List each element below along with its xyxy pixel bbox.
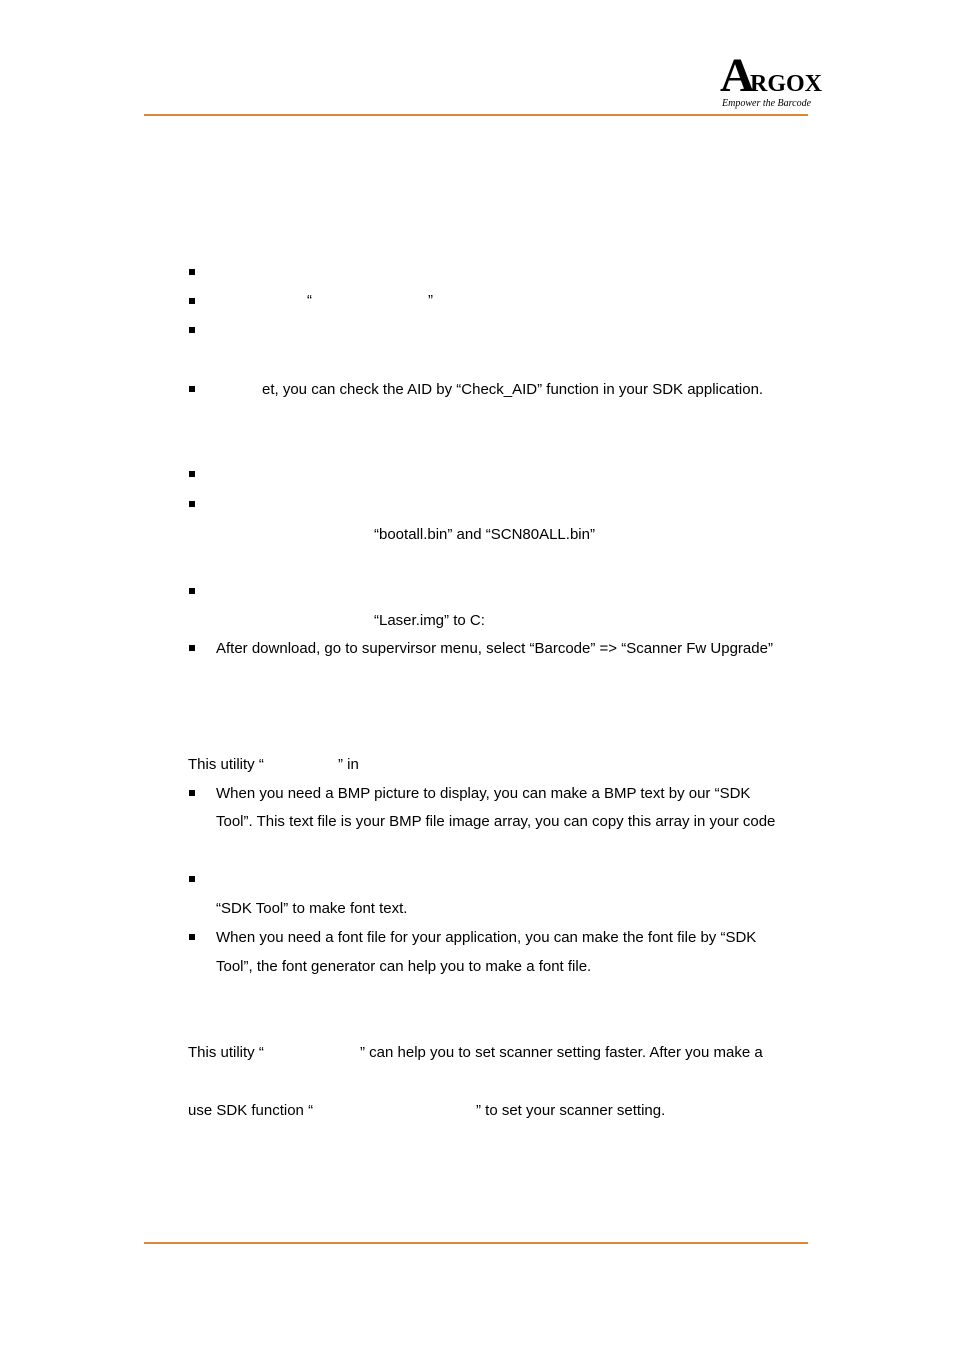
bullet (189, 645, 195, 651)
bmp-text-line-1: When you need a BMP picture to display, you can make a BMP text by our “SDK (216, 785, 751, 802)
logo-tagline: Empower the Barcode (722, 98, 812, 109)
aid-check-line: et, you can check the AID by “Check_AID” function in your SDK application. (262, 381, 764, 398)
sdk-function-start: use SDK function “ (188, 1102, 314, 1119)
argox-logo (720, 49, 830, 112)
bullet (189, 298, 195, 304)
header-rule (144, 114, 808, 116)
footer-rule (144, 1242, 808, 1244)
logo-wordmark: RGOX (750, 71, 822, 97)
bullet (189, 386, 195, 392)
text-fragment: “ (307, 292, 312, 309)
bullet (189, 876, 195, 882)
bullet (189, 588, 195, 594)
supervisor-menu-line: After download, go to supervirsor menu, select “Barcode” => “Scanner Fw Upgrade” (216, 640, 773, 657)
bullet (189, 471, 195, 477)
sdk-function-end: ” to set your scanner setting. (476, 1102, 666, 1119)
font-file-line-1: When you need a font file for your application, you can make the font file by “SDK (216, 929, 757, 946)
scanner-utility-start: This utility “ (188, 1044, 264, 1061)
logo-initial: A (720, 49, 755, 102)
bullet (189, 501, 195, 507)
bullet (189, 934, 195, 940)
scanner-utility-end: ” can help you to set scanner setting faster. After you make a (360, 1044, 763, 1061)
font-text-line: “SDK Tool” to make font text. (216, 900, 408, 917)
font-file-line-2: Tool”, the font generator can help you to make a font file. (216, 958, 592, 975)
bmp-text-line-2: Tool”. This text file is your BMP file image array, you can copy this array in your code (216, 813, 776, 830)
laser-img-line: “Laser.img” to C: (374, 612, 485, 629)
utility-intro-start: This utility “ (188, 756, 264, 773)
bullet (189, 269, 195, 275)
bullet (189, 790, 195, 796)
utility-intro-end: ” in (338, 756, 359, 773)
bootall-line: “bootall.bin” and “SCN80ALL.bin” (374, 526, 595, 543)
bullet (189, 327, 195, 333)
text-fragment: ” (428, 292, 433, 309)
